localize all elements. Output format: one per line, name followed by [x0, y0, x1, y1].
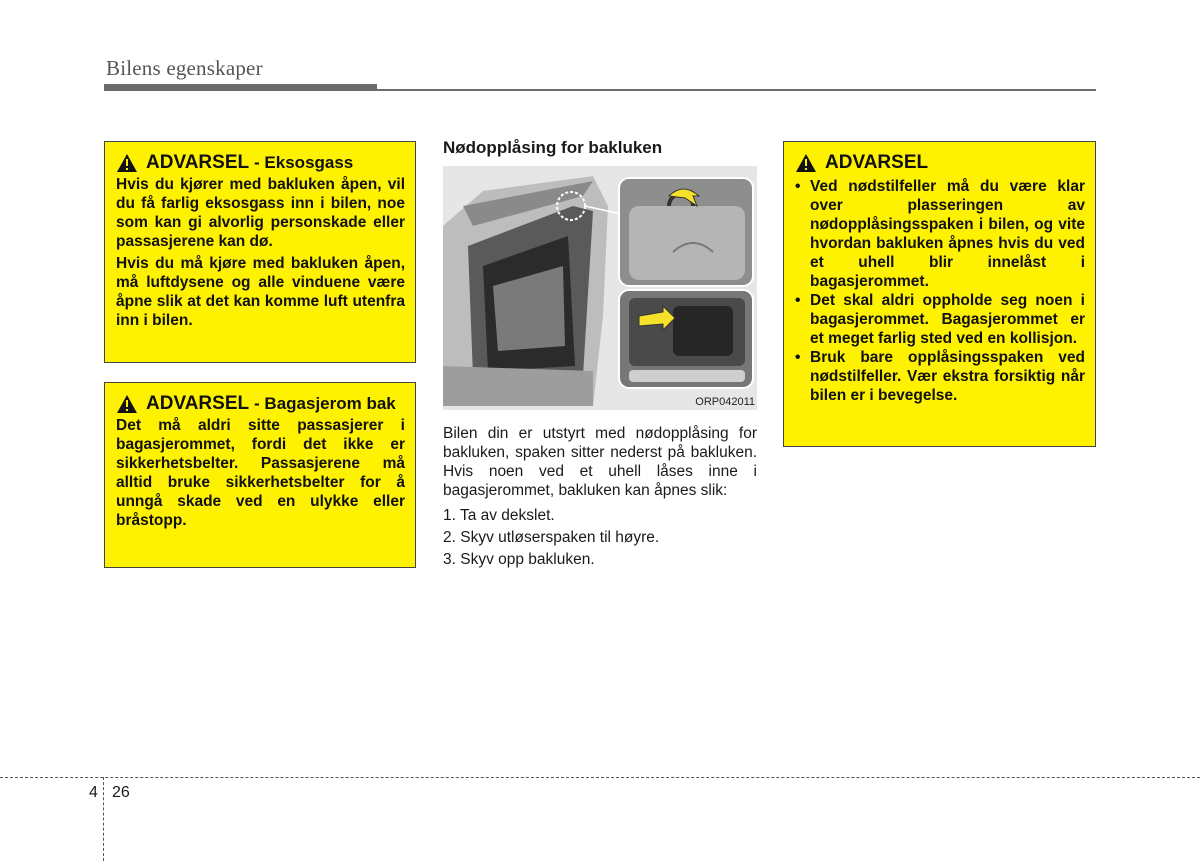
bullet-icon: •: [795, 349, 801, 366]
list-item: • Det skal aldri oppholde seg noen i bagasjerommet. Bagasjerommet er et meget farlig sted ved en kollisjon.: [795, 292, 1085, 347]
list-item: 1. Ta av dekslet.: [443, 507, 555, 524]
bullet-icon: •: [795, 292, 801, 309]
warning-triangle-icon: [116, 153, 138, 173]
warning-triangle-icon: [795, 153, 817, 173]
page-number: 26: [112, 784, 130, 801]
warning-heading: [795, 152, 1085, 173]
warning-subject: - Bagasjerom bak: [254, 394, 396, 413]
list-item: 2. Skyv utløserspaken til høyre.: [443, 529, 660, 546]
warning-paragraph: Hvis du må kjøre med bakluken åpen, må luftdysene og alle vinduene være åpne slik at det kan komme luft utenfra inn i bilen.: [116, 255, 405, 329]
figure-code: ORP042011: [695, 396, 755, 408]
chapter-number: 4: [89, 784, 98, 801]
section-heading: Nødopplåsing for bakluken: [443, 138, 663, 157]
main-section: [443, 138, 757, 572]
warning-bullets: [795, 177, 1085, 405]
warning-label: ADVARSEL: [146, 393, 249, 414]
warning-triangle-icon: [116, 394, 138, 414]
warning-paragraph: Det må aldri sitte passasjerer i bagasjerommet, fordi det ikke er sikkerhetsbelter. Passasjerene må alltid bruke sikkerhetsbelter for å unngå skade ved en ulykke eller bråstopp.: [116, 417, 405, 529]
list-item: • Bruk bare opplåsingsspaken ved nødstilfeller. Vær ekstra forsiktig når bilen er i bevegelse.: [795, 349, 1085, 404]
footer-rule: [0, 777, 1200, 778]
section-title: Bilens egenskaper: [106, 56, 263, 80]
intro-paragraph: Bilen din er utstyrt med nødopplåsing for bakluken, spaken sitter nederst på bakluken. Hvis noen ved et uhell låses inne i bagasjerommet, bakluken kan åpnes slik:: [443, 425, 757, 499]
warning-label: ADVARSEL: [825, 152, 929, 173]
warning-box-cargo: [104, 382, 416, 568]
warning-box-emergency: [783, 141, 1096, 447]
warning-heading: [116, 152, 405, 173]
tailgate-release-figure: [443, 166, 757, 410]
warning-paragraph: Hvis du kjører med bakluken åpen, vil du få farlig eksosgass inn i bilen, noe som kan gi alvorlig personskade eller passasjerene kan dø.: [116, 176, 405, 250]
warning-box-exhaust: [104, 141, 416, 363]
warning-label: ADVARSEL: [146, 152, 249, 173]
warning-subject: - Eksosgass: [254, 153, 354, 172]
bullet-icon: •: [795, 178, 801, 195]
footer-divider: [103, 777, 104, 861]
header-rule: [104, 89, 1096, 91]
steps-list: [443, 506, 757, 569]
warning-heading: [116, 393, 405, 414]
list-item: 3. Skyv opp bakluken.: [443, 551, 595, 568]
car-rear-illustration: [443, 166, 757, 410]
list-item: • Ved nødstilfeller må du være klar over plasseringen av nødopplåsingsspaken i bilen, og vite hvordan bakluken åpnes hvis du ved et uhell blir innelåst i bagasjerommet.: [795, 178, 1085, 290]
